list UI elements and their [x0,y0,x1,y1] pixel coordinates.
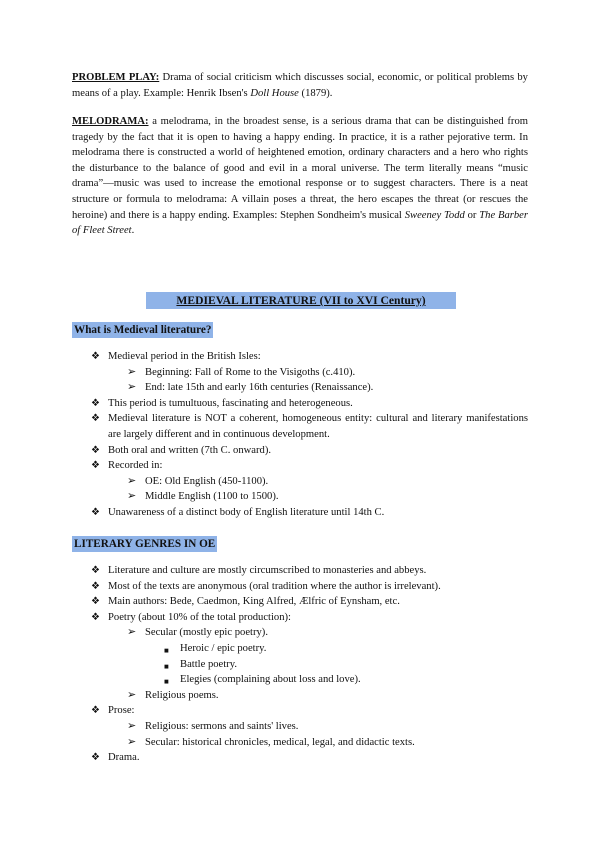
list-item [0,625,600,641]
melodrama-paragraph [72,114,528,239]
list-item [0,411,600,442]
bullet-icon: ➢ [127,688,137,701]
bullet-icon: ❖ [91,506,100,518]
list-item-text: Most of the texts are anonymous (oral tradition where the author is irrelevant). [108,580,441,592]
bullet-icon: ➢ [127,365,137,378]
list-item [0,750,600,766]
problem-play-end: (1879). [298,87,333,99]
list-item [0,688,600,704]
list-item-text: Medieval period in the British Isles: [108,351,261,362]
problem-play-paragraph [72,70,528,101]
melodrama-text: a melodrama, in the broadest sense, is a serious drama that can be distinguished from tragedy by the fact that it is open to having a happy ending. In practice, it is a rather pejorative term. In melodrama there is constructed a world of heightened emotion, ordinary characters and a hero who rights the disturbance to the balance of good and evil in a moral universe. The term literally means “music drama”—music was used to increase the emotional response or to suggest characters. There is a neat structure or formula to melodrama: A villain poses a threat, the hero escapes the threat (or rescues the heroine) and there is a happy ending. Examples: Stephen Sondheim's musical [72,116,528,221]
list-item [0,594,600,610]
what-is-list [0,349,600,521]
bullet-icon: ❖ [91,752,100,764]
list-item [0,489,600,505]
list-item [0,703,600,719]
list-item [0,579,600,595]
doll-house-title: Doll House [250,87,299,99]
list-item-text: Main authors: Bede, Caedmon, King Alfred, Ælfric of Eynsham, etc. [108,596,400,608]
bullet-icon: ➢ [127,490,137,503]
list-item-text: Medieval literature is NOT a coherent, homogeneous entity: cultural and literary manifestations are largely different and in continuous development. [108,413,528,440]
bullet-icon: ➢ [127,474,137,487]
bullet-icon: ❖ [91,413,100,425]
list-item [0,735,600,751]
list-item-text: Religious poems. [145,689,219,701]
list-item-text: Poetry (about 10% of the total production): [108,611,291,623]
list-item-text: Unawareness of a distinct body of English literature until 14th C. [108,506,385,518]
bullet-icon: ➢ [127,735,137,748]
bullet-icon: ■ [164,677,169,687]
list-item-text: Drama. [108,752,140,764]
list-item [0,641,600,657]
list-item-text: This period is tumultuous, fascinating and heterogeneous. [108,397,353,409]
list-item-text: Beginning: Fall of Rome to the Visigoths (c.410). [145,366,356,378]
list-item-text: Heroic / epic poetry. [180,642,267,654]
list-item-text: Both oral and written (7th C. onward). [108,444,271,456]
list-item-text: End: late 15th and early 16th centuries (Renaissance). [145,382,374,394]
list-item [0,365,600,381]
sweeney-todd-title: Sweeney Todd [404,209,465,221]
melodrama-or: or [464,209,480,221]
list-item [0,672,600,688]
what-is-heading: What is Medieval literature? [74,324,212,336]
bullet-icon: ❖ [91,705,100,717]
bullet-icon: ❖ [91,444,100,456]
bullet-icon: ❖ [91,596,100,608]
genres-list [0,563,600,766]
list-item-text: Middle English (1100 to 1500). [145,491,279,503]
list-item-text: Recorded in: [108,460,163,472]
list-item [0,443,600,459]
bullet-icon: ❖ [91,565,100,576]
list-item [0,458,600,474]
list-item-text: Prose: [108,705,135,717]
list-item-text: Religious: sermons and saints' lives. [145,720,299,732]
bullet-icon: ❖ [91,460,100,472]
list-item-text: Battle poetry. [180,658,237,670]
problem-play-text: Drama of social criticism which discusses social, economic, or political problems by means of a play. Example: Henrik Ibsen's [72,72,528,99]
bullet-icon: ❖ [91,580,100,592]
melodrama-end: . [131,225,135,237]
bullet-icon: ❖ [91,611,100,623]
genres-heading: LITERARY GENRES IN OE [74,538,216,550]
barber-title: The Barber of Fleet Street [72,209,529,237]
bullet-icon: ❖ [91,351,100,362]
list-item [0,563,600,579]
melodrama-term: MELODRAMA: [72,116,149,127]
list-item [0,349,600,365]
list-item [0,719,600,735]
list-item [0,505,600,521]
list-item-text: Literature and culture are mostly circumscribed to monasteries and abbeys. [108,565,427,576]
bullet-icon: ■ [164,661,169,671]
list-item [0,396,600,412]
list-item [0,610,600,626]
bullet-icon: ➢ [127,381,137,394]
problem-play-term: PROBLEM PLAY: [72,72,160,83]
bullet-icon: ❖ [91,397,100,409]
bullet-icon: ■ [164,645,169,655]
bullet-icon: ➢ [127,626,137,639]
list-item [0,380,600,396]
list-item-text: Secular: historical chronicles, medical, legal, and didactic texts. [145,736,415,748]
list-item-text: OE: Old English (450-1100). [145,475,269,487]
list-item [0,474,600,490]
list-item-text: Secular (mostly epic poetry). [145,627,268,639]
bullet-icon: ➢ [127,719,137,732]
list-item [0,657,600,673]
section-title: MEDIEVAL LITERATURE (VII to XVI Century) [146,292,456,309]
list-item-text: Elegies (complaining about loss and love). [180,674,361,686]
